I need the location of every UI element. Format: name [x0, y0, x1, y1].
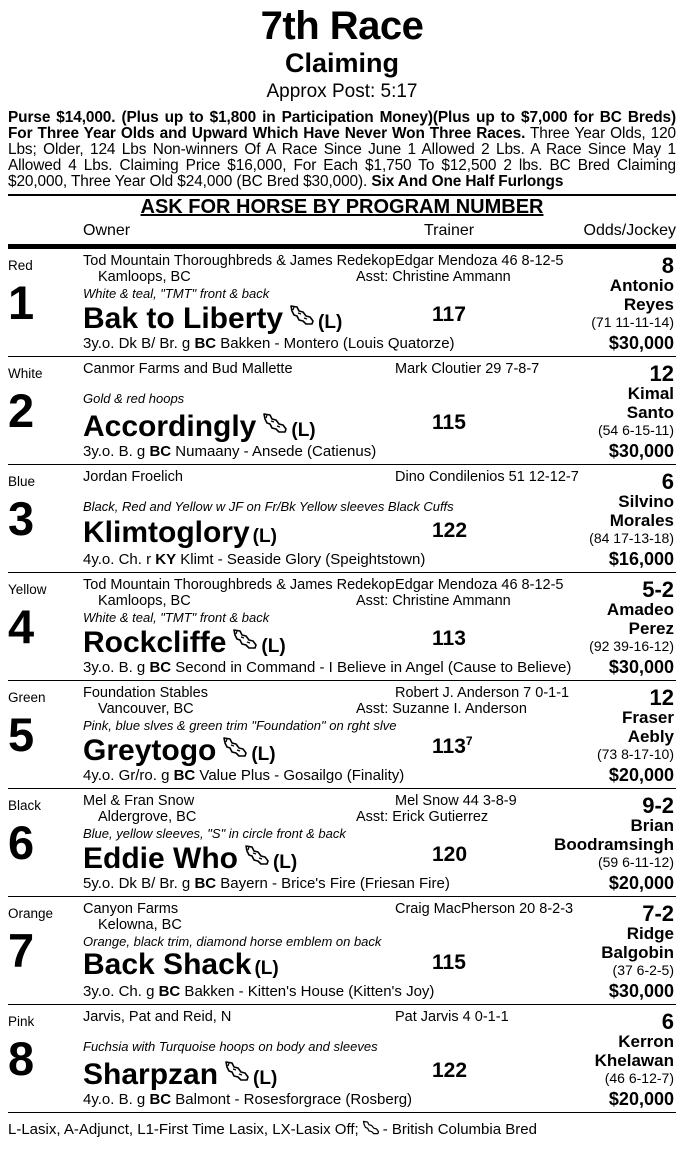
morning-line-odds: 12 [649, 685, 674, 710]
weight [432, 950, 466, 975]
program-number: 4 [8, 600, 35, 653]
jockey-stats: (84 17-13-18) [589, 530, 674, 546]
jockey-stats: (73 8-17-10) [596, 746, 674, 762]
jockey-last-name: Reyes [623, 295, 674, 314]
horse-name: Back Shack [83, 948, 252, 981]
claiming-price: $20,000 [608, 873, 674, 893]
owner-name: Mel & Fran Snow [83, 793, 195, 809]
jockey-first-name: Silvino [618, 492, 674, 511]
bred-state: BC [149, 443, 172, 460]
silks-description: Pink, blue slves & green trim "Foundation" on rght slve [83, 718, 397, 733]
bc-bred-icon [289, 299, 315, 321]
morning-line-odds: 5-2 [642, 577, 674, 602]
claiming-price: $16,000 [608, 549, 674, 569]
ask-banner: ASK FOR HORSE BY PROGRAM NUMBER [140, 196, 544, 218]
medication-code: (L) [253, 1068, 278, 1089]
jockey-name [622, 708, 674, 746]
jockey-first-name: Antonio [609, 276, 674, 295]
assistant-trainer: Asst: Christine Ammann [356, 593, 511, 609]
bc-bred-icon [362, 1120, 380, 1135]
pedigree: Value Plus - Gosailgo (Finality) [195, 767, 405, 784]
program-number: 1 [8, 276, 35, 329]
age-sex: 3y.o. B. g [83, 443, 150, 460]
jockey-name [627, 384, 674, 422]
morning-line-odds: 6 [661, 1009, 674, 1034]
jockey-name [595, 1032, 674, 1070]
saddlecloth-color: Orange [8, 906, 54, 921]
jockey-first-name: Kimal [627, 384, 674, 403]
assistant-trainer: Asst: Erick Gutierrez [356, 809, 489, 825]
assistant-trainer: Asst: Christine Ammann [356, 269, 511, 285]
entry-row [8, 897, 676, 1005]
age-sex: 3y.o. B. g [83, 659, 150, 676]
owner-name: Foundation Stables [83, 685, 208, 701]
pedigree: Bakken - Montero (Louis Quatorze) [216, 335, 455, 352]
bc-bred-icon [232, 623, 258, 645]
pedigree: Bayern - Brice's Fire (Friesan Fire) [216, 875, 450, 892]
medication-code: (L) [261, 636, 286, 657]
program-number: 5 [8, 708, 35, 761]
weight [432, 734, 473, 759]
morning-line-odds: 6 [661, 469, 674, 494]
morning-line-odds: 8 [661, 253, 674, 278]
owner-column-header: Owner [83, 222, 131, 239]
medication-code: (L) [251, 744, 276, 765]
weight [432, 302, 466, 327]
program-number: 7 [8, 924, 35, 977]
jockey-name [607, 600, 674, 638]
entry-row [8, 357, 676, 465]
trainer-name: Craig MacPherson 20 8-2-3 [395, 901, 574, 917]
column-header [8, 218, 676, 249]
breeding-line [83, 659, 571, 676]
saddlecloth-color: Blue [8, 474, 36, 489]
horse-name: Klimtoglory [83, 516, 250, 549]
jockey-last-name: Balgobin [601, 943, 674, 962]
horse-name: Bak to Liberty [83, 302, 284, 335]
jockey-last-name: Perez [628, 619, 674, 638]
program-number: 8 [8, 1032, 35, 1085]
owner-location: Vancouver, BC [98, 701, 194, 717]
bred-state: BC [149, 1091, 172, 1108]
trainer-name: Edgar Mendoza 46 8-12-5 [395, 577, 564, 593]
entry-row [8, 573, 676, 681]
bc-bred-icon [224, 1055, 250, 1077]
age-sex: 3y.o. Dk B/ Br. g [83, 335, 195, 352]
weight-value: 115 [432, 411, 466, 434]
horse-name: Sharpzan [83, 1058, 219, 1091]
jockey-first-name: Fraser [622, 708, 674, 727]
saddlecloth-color: Pink [8, 1014, 35, 1029]
medication-code: (L) [252, 526, 277, 547]
trainer-name: Mel Snow 44 3-8-9 [395, 793, 517, 809]
race-title: 7th Race [260, 4, 424, 48]
weight-value: 122 [432, 1059, 468, 1082]
bc-bred-icon [244, 839, 270, 861]
owner-name: Canyon Farms [83, 901, 179, 917]
program-number: 3 [8, 492, 35, 545]
jockey-first-name: Brian [630, 816, 674, 835]
saddlecloth-color: White [8, 366, 43, 381]
horse-name: Eddie Who [83, 842, 238, 875]
jockey-stats: (37 6-2-5) [612, 962, 674, 978]
bc-bred-legend: - British Columbia Bred [382, 1121, 537, 1138]
apprentice-allowance: 7 [465, 734, 473, 748]
race-distance: Six And One Half Furlongs [371, 173, 564, 190]
bred-state: BC [149, 659, 172, 676]
weight [432, 410, 466, 435]
morning-line-odds: 7-2 [642, 901, 674, 926]
age-sex: 4y.o. B. g [83, 1091, 150, 1108]
silks-description: White & teal, "TMT" front & back [83, 286, 270, 301]
trainer-column-header: Trainer [424, 222, 475, 239]
morning-line-odds: 9-2 [642, 793, 674, 818]
owner-location: Kelowna, BC [98, 917, 182, 933]
weight [432, 626, 466, 651]
trainer-name: Pat Jarvis 4 0-1-1 [395, 1009, 509, 1025]
medication-code: (L) [318, 312, 343, 333]
jockey-last-name: Santo [626, 403, 674, 422]
saddlecloth-color: Yellow [8, 582, 47, 597]
owner-name: Tod Mountain Thoroughbreds & James Redekop [83, 577, 395, 593]
entry-row [8, 1005, 676, 1113]
race-header [0, 0, 684, 104]
entry-row [8, 789, 676, 897]
morning-line-odds: 12 [649, 361, 674, 386]
jockey-stats: (46 6-12-7) [604, 1070, 674, 1086]
jockey-name [610, 492, 674, 530]
pedigree: Bakken - Kitten's House (Kitten's Joy) [180, 983, 435, 1000]
race-type: Claiming [284, 48, 399, 78]
pedigree: Numaany - Ansede (Catienus) [171, 443, 377, 460]
program-number: 6 [8, 816, 35, 869]
claiming-price: $30,000 [608, 333, 674, 353]
age-sex: 4y.o. Ch. r [83, 551, 156, 568]
trainer-name: Robert J. Anderson 7 0-1-1 [395, 685, 570, 701]
breeding-line [83, 443, 376, 460]
silks-description: Black, Red and Yellow w JF on Fr/Bk Yellow sleeves Black Cuffs [83, 499, 454, 514]
jockey-name [601, 924, 674, 962]
claiming-price: $30,000 [608, 657, 674, 677]
trainer-name: Edgar Mendoza 46 8-12-5 [395, 253, 564, 269]
medication-code: (L) [254, 958, 279, 979]
claiming-price: $30,000 [608, 981, 674, 1001]
breeding-line [83, 551, 425, 568]
weight-value: 120 [432, 843, 468, 866]
bc-bred-icon [222, 731, 248, 753]
weight-value: 113 [432, 735, 466, 758]
jockey-name [610, 276, 674, 314]
race-conditions [8, 110, 676, 190]
jockey-first-name: Amadeo [606, 600, 674, 619]
conditions-text: Three Year Olds, 120 Lbs; Older, 124 Lbs Non-winners Of A Race Since June 1 Allowed 2 Lbs. A Race Since May 1 Allowed 4 Lbs. Claiming Price $16,000, For Each $1,750 To $12,500 2 lbs. BC Bred Claiming $20,000, Three Year Old $24,000 (BC Bred $30,000). [8, 125, 676, 190]
saddlecloth-color: Black [8, 798, 42, 813]
weight [432, 518, 467, 543]
entries-list [0, 249, 684, 1113]
bred-state: BC [194, 875, 217, 892]
jockey-stats: (71 11-11-14) [591, 314, 674, 330]
bred-state: BC [194, 335, 217, 352]
jockey-last-name: Boodramsingh [554, 835, 674, 854]
owner-name: Canmor Farms and Bud Mallette [83, 361, 293, 377]
jockey-first-name: Ridge [626, 924, 674, 943]
claiming-price: $20,000 [608, 1089, 674, 1109]
weight [432, 842, 467, 867]
owner-location: Kamloops, BC [98, 269, 191, 285]
saddlecloth-color: Red [8, 258, 33, 273]
saddlecloth-color: Green [8, 690, 46, 705]
entry-row [8, 465, 676, 573]
horse-name-line [83, 515, 277, 555]
horse-name: Accordingly [83, 410, 257, 443]
weight-value: 113 [432, 627, 466, 650]
assistant-trainer: Asst: Suzanne I. Anderson [356, 701, 527, 717]
silks-description: White & teal, "TMT" front & back [83, 610, 270, 625]
post-time: Approx Post: 5:17 [266, 81, 418, 102]
horse-name: Rockcliffe [83, 626, 227, 659]
entry-row [8, 681, 676, 789]
weight-value: 122 [432, 519, 468, 542]
bred-state: BC [173, 767, 196, 784]
medication-code: (L) [272, 852, 298, 873]
silks-description: Fuchsia with Turquoise hoops on body and sleeves [83, 1039, 378, 1054]
trainer-name: Dino Condilenios 51 12-12-7 [395, 469, 579, 485]
jockey-stats: (92 39-16-12) [589, 638, 674, 654]
trainer-name: Mark Cloutier 29 7-8-7 [395, 361, 540, 377]
owner-location: Aldergrove, BC [98, 809, 197, 825]
owner-location: Kamloops, BC [98, 593, 191, 609]
owner-name: Jordan Froelich [83, 469, 183, 485]
weight-value: 117 [432, 303, 466, 326]
horse-name: Greytogo [83, 734, 217, 767]
program-number: 2 [8, 384, 35, 437]
claiming-price: $30,000 [608, 441, 674, 461]
jockey-stats: (59 6-11-12) [597, 854, 674, 870]
weight-value: 115 [432, 951, 466, 974]
breeding-line [83, 983, 434, 1000]
jockey-last-name: Morales [609, 511, 674, 530]
ask-banner-row [8, 194, 676, 218]
silks-description: Orange, black trim, diamond horse emblem on back [83, 934, 382, 949]
bc-bred-icon [262, 407, 288, 429]
jockey-stats: (54 6-15-11) [597, 422, 674, 438]
medication-legend: L-Lasix, A-Adjunct, L1-First Time Lasix, LX-Lasix Off; [8, 1121, 359, 1138]
breeding-line [83, 767, 404, 784]
horse-name-line [83, 947, 279, 987]
jockey-first-name: Kerron [618, 1032, 674, 1051]
silks-description: Gold & red hoops [83, 391, 185, 406]
breeding-line [83, 875, 450, 892]
pedigree: Klimt - Seaside Glory (Speightstown) [176, 551, 426, 568]
claiming-price: $20,000 [608, 765, 674, 785]
age-sex: 5y.o. Dk B/ Br. g [83, 875, 195, 892]
entry-row [8, 249, 676, 357]
breeding-line [83, 335, 455, 352]
odds-jockey-column-header: Odds/Jockey [583, 222, 676, 239]
jockey-name [554, 816, 674, 854]
bred-state: KY [155, 551, 177, 568]
pedigree: Balmont - Rosesforgrace (Rosberg) [171, 1091, 413, 1108]
medication-code: (L) [291, 420, 316, 441]
bred-state: BC [158, 983, 181, 1000]
pedigree: Second in Command - I Believe in Angel (Cause to Believe) [171, 659, 572, 676]
age-sex: 3y.o. Ch. g [83, 983, 159, 1000]
jockey-last-name: Aebly [627, 727, 674, 746]
owner-name: Tod Mountain Thoroughbreds & James Redekop [83, 253, 395, 269]
owner-name: Jarvis, Pat and Reid, N [83, 1009, 232, 1025]
jockey-last-name: Khelawan [594, 1051, 674, 1070]
age-sex: 4y.o. Gr/ro. g [83, 767, 174, 784]
legend-footer [8, 1120, 537, 1138]
breeding-line [83, 1091, 412, 1108]
weight [432, 1058, 467, 1083]
silks-description: Blue, yellow sleeves, "S" in circle front & back [83, 826, 346, 841]
conditions-bold: Purse $14,000. (Plus up to $1,800 in Participation Money)(Plus up to $7,000 for BC Breds) For Three Year Olds and Upward Which Have Never Won Three Races. [8, 109, 676, 142]
